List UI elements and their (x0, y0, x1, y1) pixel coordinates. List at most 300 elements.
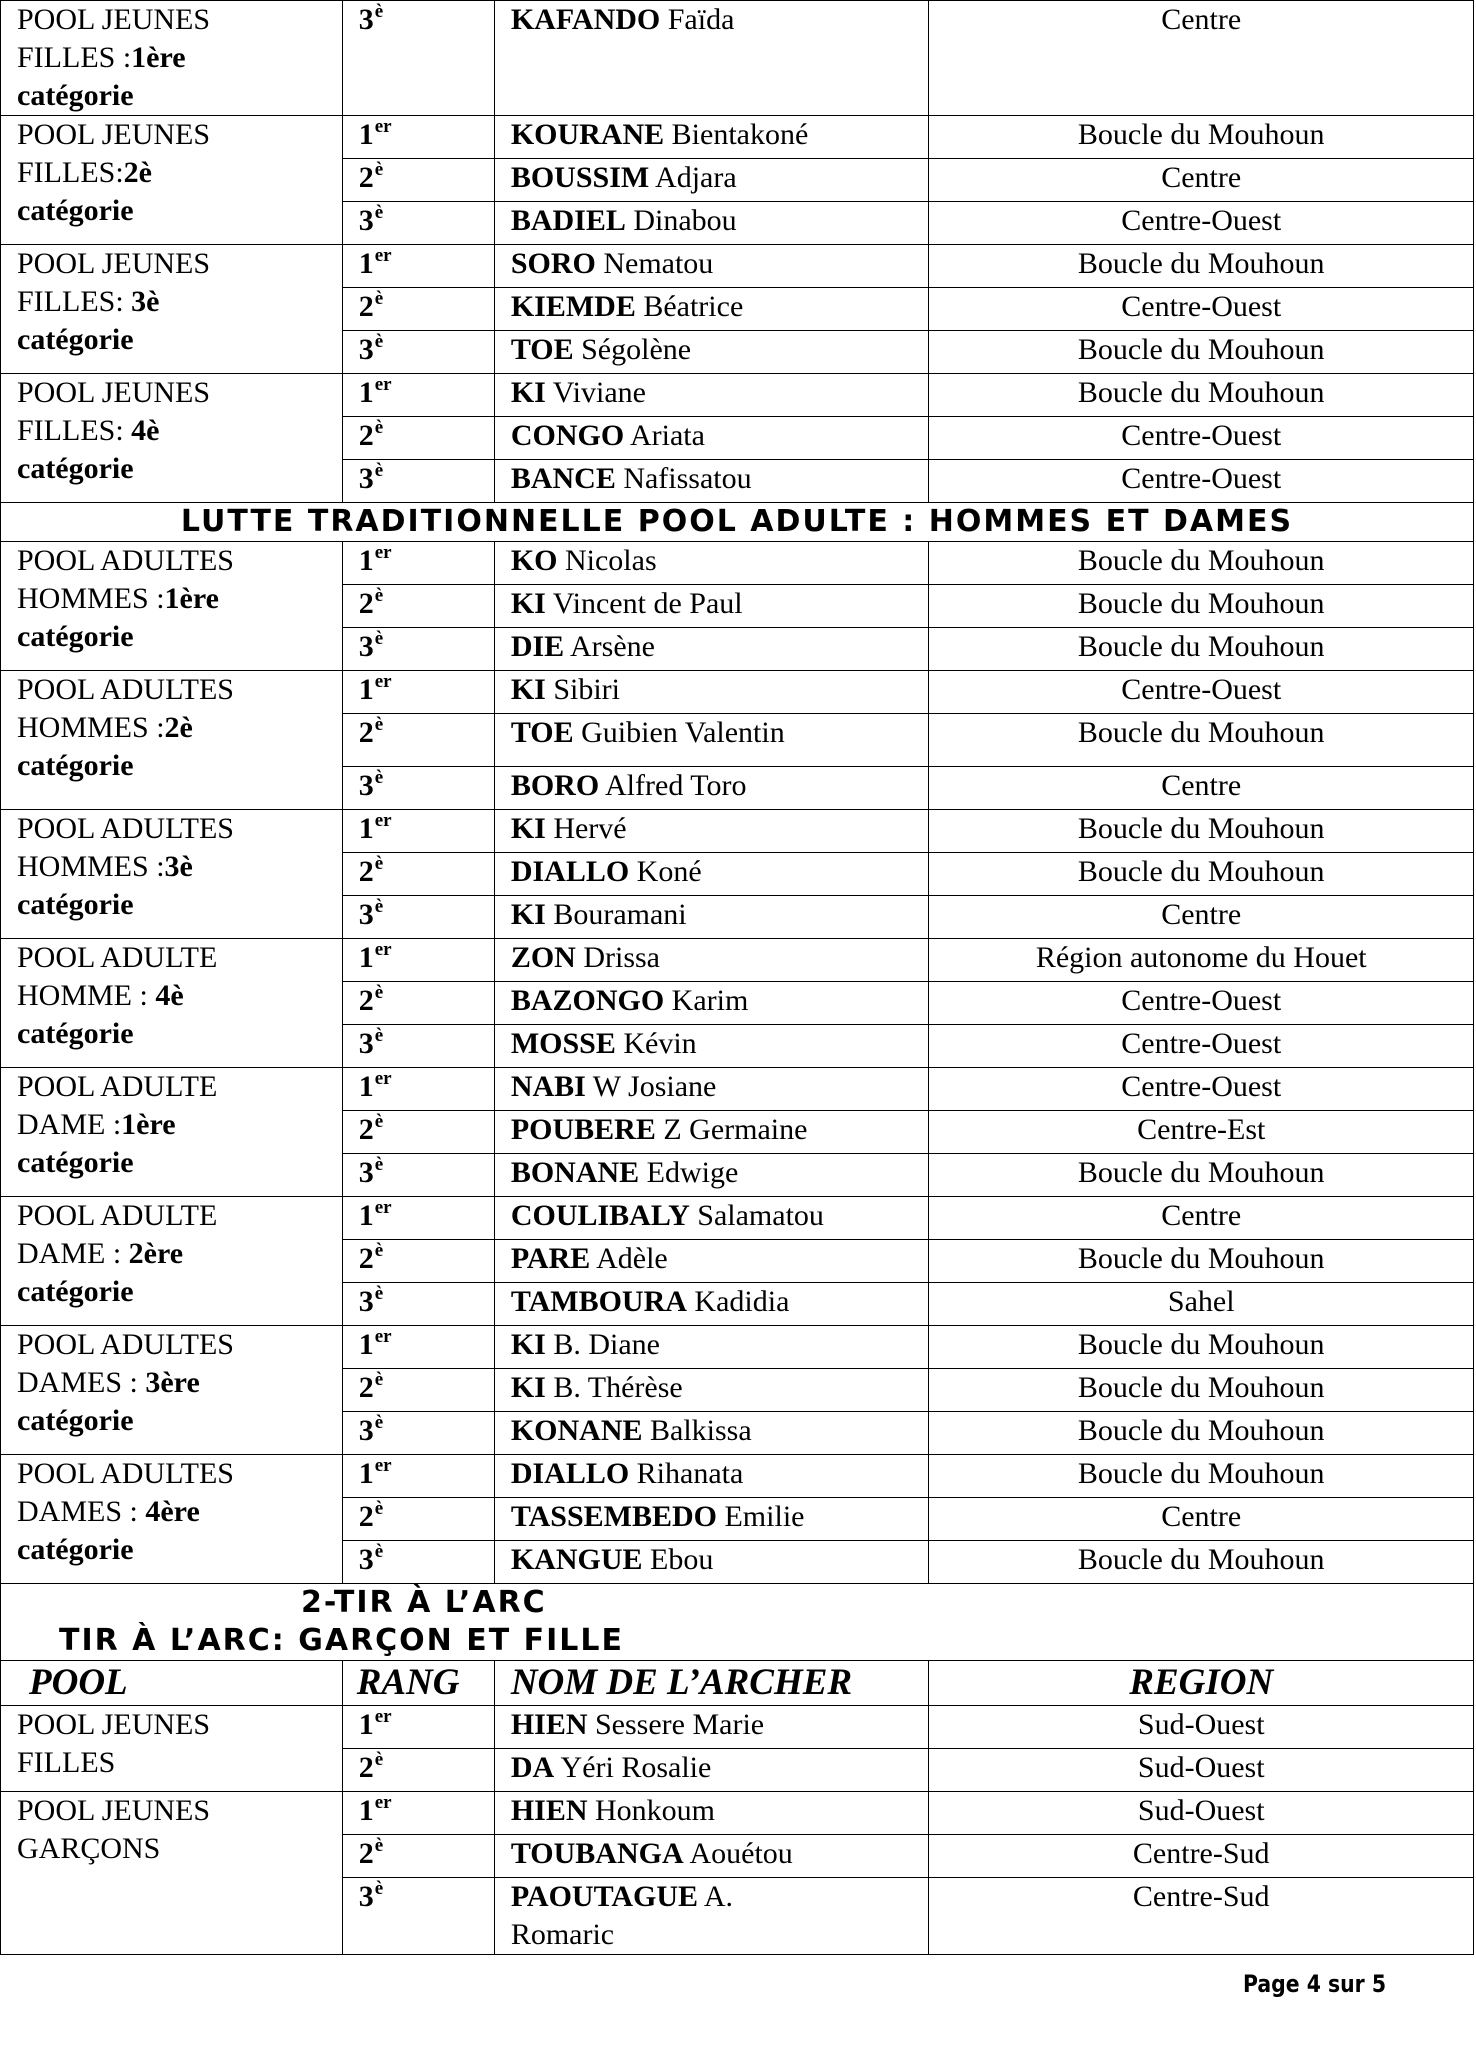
name-cell (494, 1, 929, 116)
rank-cell (342, 331, 494, 374)
rank-suffix: è (374, 982, 384, 1003)
name-cell (494, 939, 929, 982)
name-cell (494, 1240, 929, 1283)
pool-cell: POOL ADULTES HOMMES :3è catégorie (1, 810, 343, 939)
region-cell: Centre (929, 1498, 1474, 1541)
rank-suffix: er (374, 245, 392, 266)
last-name: KI (510, 1328, 546, 1361)
last-name: DA (510, 1751, 555, 1784)
rank-number: 2 (358, 984, 374, 1017)
region-cell: Boucle du Mouhoun (929, 714, 1474, 767)
region-cell: Centre-Ouest (929, 1068, 1474, 1111)
first-name: Adjara (649, 161, 737, 194)
first-name: A. Romaric (510, 1880, 734, 1951)
region-cell: Boucle du Mouhoun (929, 245, 1474, 288)
pool-cell: POOL ADULTES DAMES : 4ère catégorie (1, 1455, 343, 1584)
rank-number: 3 (358, 462, 374, 495)
rank-number: 2 (358, 1500, 374, 1533)
last-name: ZON (510, 941, 576, 974)
last-name: KI (510, 673, 546, 706)
first-name: Drissa (575, 941, 660, 974)
name-cell (494, 245, 929, 288)
first-name: Sessere Marie (587, 1708, 765, 1741)
rank-suffix: è (374, 1, 384, 22)
region-cell: Boucle du Mouhoun (929, 331, 1474, 374)
region-cell: Boucle du Mouhoun (929, 628, 1474, 671)
rank-suffix: er (374, 1706, 392, 1727)
rank-cell (342, 585, 494, 628)
page-number: Page 4 sur 5 (1243, 1970, 1387, 1998)
first-name: Z Germaine (655, 1113, 808, 1146)
pool-cell: POOL ADULTE DAME : 2ère catégorie (1, 1197, 343, 1326)
first-name: W Josiane (585, 1070, 717, 1103)
first-name: Honkoum (587, 1794, 715, 1827)
rank-number: 2 (358, 1837, 374, 1870)
section-title-lutte: LUTTE TRADITIONNELLE POOL ADULTE : HOMMES ET DAMES (1, 503, 1474, 542)
region-cell: Centre-Ouest (929, 202, 1474, 245)
rank-number: 3 (358, 630, 374, 663)
pool-cell: POOL JEUNES FILLES:2è catégorie (1, 116, 343, 245)
last-name: KI (510, 587, 546, 620)
pool-cell: POOL JEUNES GARÇONS (1, 1792, 343, 1955)
rank-suffix: è (374, 1240, 384, 1261)
last-name: KO (510, 544, 558, 577)
pool-cell: POOL JEUNES FILLES: 3è catégorie (1, 245, 343, 374)
name-cell (494, 202, 929, 245)
last-name: TAMBOURA (510, 1285, 687, 1318)
table-row (1, 939, 1474, 982)
table-row (1, 810, 1474, 853)
last-name: BANCE (510, 462, 616, 495)
rank-number: 3 (358, 3, 374, 36)
first-name: Kadidia (686, 1285, 790, 1318)
region-cell: Centre (929, 1, 1474, 116)
rank-cell (342, 767, 494, 810)
first-name: Emilie (716, 1500, 805, 1533)
region-cell: Boucle du Mouhoun (929, 1369, 1474, 1412)
region-cell: Centre-Ouest (929, 982, 1474, 1025)
table-row (1, 542, 1474, 585)
rank-suffix: è (374, 628, 384, 649)
region-cell: Centre-Ouest (929, 460, 1474, 503)
rank-suffix: er (374, 1455, 392, 1476)
rank-suffix: è (374, 417, 384, 438)
region-cell: Centre (929, 767, 1474, 810)
table-row (1, 1792, 1474, 1835)
rank-cell (342, 460, 494, 503)
first-name: B. Diane (545, 1328, 660, 1361)
name-cell (494, 1111, 929, 1154)
name-cell (494, 767, 929, 810)
last-name: COULIBALY (510, 1199, 690, 1232)
last-name: KI (510, 898, 546, 931)
rank-number: 3 (358, 769, 374, 802)
rank-number: 1 (358, 544, 374, 577)
rank-number: 2 (358, 290, 374, 323)
rank-suffix: è (374, 1498, 384, 1519)
rank-cell (342, 982, 494, 1025)
rank-cell (342, 1835, 494, 1878)
rank-suffix: è (374, 288, 384, 309)
rank-number: 1 (358, 812, 374, 845)
rank-cell (342, 542, 494, 585)
region-cell: Boucle du Mouhoun (929, 1240, 1474, 1283)
rank-cell (342, 1792, 494, 1835)
last-name: KI (510, 376, 546, 409)
region-cell: Boucle du Mouhoun (929, 853, 1474, 896)
name-cell (494, 1749, 929, 1792)
rank-cell (342, 896, 494, 939)
rank-cell (342, 1240, 494, 1283)
rank-suffix: è (374, 202, 384, 223)
region-cell: Boucle du Mouhoun (929, 1326, 1474, 1369)
first-name: Bouramani (545, 898, 687, 931)
rank-cell (342, 1369, 494, 1412)
last-name: KAFANDO (510, 3, 661, 36)
rank-cell (342, 1455, 494, 1498)
last-name: BAZONGO (510, 984, 665, 1017)
table-row (1, 1197, 1474, 1240)
name-cell (494, 1792, 929, 1835)
pool-cell: POOL JEUNES FILLES :1ère catégorie (1, 1, 343, 116)
rank-cell (342, 1154, 494, 1197)
pool-cell: POOL ADULTE DAME :1ère catégorie (1, 1068, 343, 1197)
pool-cell: POOL JEUNES FILLES (1, 1706, 343, 1792)
region-cell: Boucle du Mouhoun (929, 374, 1474, 417)
first-name: Dinabou (625, 204, 737, 237)
rank-cell (342, 374, 494, 417)
rank-number: 3 (358, 204, 374, 237)
name-cell (494, 1326, 929, 1369)
table-row (1, 671, 1474, 714)
last-name: TOE (510, 333, 574, 366)
pool-cell: POOL ADULTES HOMMES :1ère catégorie (1, 542, 343, 671)
name-cell (494, 1541, 929, 1584)
rank-cell (342, 1706, 494, 1749)
last-name: KI (510, 812, 546, 845)
table-row (1, 116, 1474, 159)
rank-suffix: er (374, 1068, 392, 1089)
first-name: Kévin (615, 1027, 697, 1060)
last-name: BOUSSIM (510, 161, 650, 194)
section-lutte (1, 503, 1474, 542)
rank-number: 2 (358, 1371, 374, 1404)
region-cell: Centre-Sud (929, 1878, 1474, 1955)
name-cell (494, 417, 929, 460)
first-name: Arsène (564, 630, 655, 663)
rank-suffix: er (374, 671, 392, 692)
rank-cell (342, 202, 494, 245)
name-cell (494, 1283, 929, 1326)
last-name: KI (510, 1371, 546, 1404)
region-cell: Centre-Est (929, 1111, 1474, 1154)
rank-cell (342, 245, 494, 288)
rank-cell (342, 1498, 494, 1541)
rank-suffix: è (374, 1749, 384, 1770)
region-cell: Centre (929, 1197, 1474, 1240)
section-title-tir: 2-TIR À L’ARC (1, 1584, 1474, 1623)
table-row (1, 1706, 1474, 1749)
name-cell (494, 1455, 929, 1498)
first-name: Ebou (642, 1543, 714, 1576)
region-cell: Centre-Ouest (929, 288, 1474, 331)
rank-suffix: è (374, 1835, 384, 1856)
name-cell (494, 1154, 929, 1197)
last-name: CONGO (510, 419, 625, 452)
rank-suffix: è (374, 1369, 384, 1390)
rank-suffix: è (374, 1412, 384, 1433)
region-cell: Boucle du Mouhoun (929, 1412, 1474, 1455)
rank-suffix: è (374, 460, 384, 481)
rank-cell (342, 159, 494, 202)
rank-suffix: è (374, 1111, 384, 1132)
last-name: DIALLO (510, 1457, 630, 1490)
name-cell (494, 982, 929, 1025)
name-cell (494, 853, 929, 896)
rank-cell (342, 116, 494, 159)
region-cell: Sud-Ouest (929, 1792, 1474, 1835)
first-name: Vincent de Paul (545, 587, 743, 620)
table-row (1, 1455, 1474, 1498)
first-name: Edwige (639, 1156, 739, 1189)
first-name: Ariata (624, 419, 705, 452)
rank-number: 1 (358, 1457, 374, 1490)
rank-suffix: è (374, 1878, 384, 1899)
name-cell (494, 460, 929, 503)
rank-suffix: è (374, 331, 384, 352)
rank-cell (342, 1326, 494, 1369)
name-cell (494, 1878, 929, 1955)
rank-suffix: er (374, 542, 392, 563)
name-cell (494, 671, 929, 714)
rank-suffix: è (374, 714, 384, 735)
rank-number: 1 (358, 673, 374, 706)
adult-results (1, 542, 1474, 1584)
region-cell: Sud-Ouest (929, 1749, 1474, 1792)
name-cell (494, 585, 929, 628)
name-cell (494, 1025, 929, 1068)
first-name: Ségolène (573, 333, 692, 366)
first-name: Karim (664, 984, 749, 1017)
first-name: Sibiri (545, 673, 621, 706)
first-name: B. Thérèse (545, 1371, 683, 1404)
name-cell (494, 116, 929, 159)
rank-cell (342, 714, 494, 767)
name-cell (494, 1412, 929, 1455)
last-name: KANGUE (510, 1543, 643, 1576)
first-name: Nicolas (557, 544, 657, 577)
pool-cell: POOL JEUNES FILLES: 4è catégorie (1, 374, 343, 503)
rank-number: 1 (358, 1794, 374, 1827)
last-name: DIE (510, 630, 565, 663)
first-name: Nafissatou (615, 462, 752, 495)
rank-number: 1 (358, 1328, 374, 1361)
region-cell: Sahel (929, 1283, 1474, 1326)
name-cell (494, 1068, 929, 1111)
region-cell: Centre-Ouest (929, 1025, 1474, 1068)
rank-number: 3 (358, 1285, 374, 1318)
region-cell: Centre-Ouest (929, 671, 1474, 714)
name-cell (494, 896, 929, 939)
pool-cell: POOL ADULTES HOMMES :2è catégorie (1, 671, 343, 810)
rank-number: 1 (358, 941, 374, 974)
rank-cell (342, 1749, 494, 1792)
rank-cell (342, 1, 494, 116)
name-cell (494, 542, 929, 585)
first-name: Viviane (545, 376, 646, 409)
rank-number: 1 (358, 247, 374, 280)
rank-number: 2 (358, 716, 374, 749)
rank-cell (342, 1541, 494, 1584)
rank-cell (342, 671, 494, 714)
region-cell: Centre-Sud (929, 1835, 1474, 1878)
rank-suffix: è (374, 767, 384, 788)
region-cell: Boucle du Mouhoun (929, 1455, 1474, 1498)
rank-cell (342, 417, 494, 460)
region-cell: Centre (929, 159, 1474, 202)
first-name: Nematou (595, 247, 714, 280)
table-row (1, 1, 1474, 116)
rank-number: 1 (358, 118, 374, 151)
rank-number: 2 (358, 1242, 374, 1275)
name-cell (494, 374, 929, 417)
rank-number: 3 (358, 1880, 374, 1913)
rank-cell (342, 288, 494, 331)
rank-suffix: er (374, 374, 392, 395)
last-name: BORO (510, 769, 600, 802)
rank-number: 2 (358, 1751, 374, 1784)
name-cell (494, 1197, 929, 1240)
rank-cell (342, 1878, 494, 1955)
rank-suffix: er (374, 939, 392, 960)
last-name: TOE (510, 716, 574, 749)
rank-number: 1 (358, 1199, 374, 1232)
last-name: BONANE (510, 1156, 640, 1189)
last-name: MOSSE (510, 1027, 616, 1060)
rank-number: 3 (358, 1027, 374, 1060)
name-cell (494, 288, 929, 331)
region-cell: Boucle du Mouhoun (929, 810, 1474, 853)
header-pool: POOL (1, 1661, 343, 1706)
rank-number: 2 (358, 855, 374, 888)
last-name: KONANE (510, 1414, 643, 1447)
rank-suffix: è (374, 1283, 384, 1304)
last-name: TOUBANGA (510, 1837, 684, 1870)
table-row (1, 1068, 1474, 1111)
rank-number: 3 (358, 898, 374, 931)
table-row (1, 374, 1474, 417)
first-name: Alfred Toro (599, 769, 747, 802)
rank-number: 2 (358, 1113, 374, 1146)
last-name: DIALLO (510, 855, 630, 888)
region-cell: Centre (929, 896, 1474, 939)
rank-number: 2 (358, 419, 374, 452)
last-name: HIEN (510, 1794, 588, 1827)
name-cell (494, 159, 929, 202)
rank-cell (342, 939, 494, 982)
rank-suffix: è (374, 159, 384, 180)
header-region: REGION (929, 1661, 1474, 1706)
name-cell (494, 1498, 929, 1541)
rank-cell (342, 1283, 494, 1326)
rank-suffix: è (374, 896, 384, 917)
rank-suffix: è (374, 1541, 384, 1562)
first-name: Hervé (545, 812, 627, 845)
table-row (1, 245, 1474, 288)
rank-number: 2 (358, 161, 374, 194)
name-cell (494, 1706, 929, 1749)
region-cell: Centre-Ouest (929, 417, 1474, 460)
rank-number: 3 (358, 1543, 374, 1576)
rank-cell (342, 628, 494, 671)
rank-suffix: er (374, 1197, 392, 1218)
first-name: Faïda (660, 3, 735, 36)
last-name: TASSEMBEDO (510, 1500, 717, 1533)
table-header-row (1, 1661, 1474, 1706)
rank-suffix: è (374, 1154, 384, 1175)
last-name: SORO (510, 247, 596, 280)
last-name: BADIEL (510, 204, 626, 237)
table-row (1, 1326, 1474, 1369)
last-name: KIEMDE (510, 290, 636, 323)
rank-suffix: er (374, 1326, 392, 1347)
rank-suffix: è (374, 585, 384, 606)
rank-suffix: er (374, 116, 392, 137)
rank-suffix: è (374, 853, 384, 874)
name-cell (494, 1835, 929, 1878)
section-subtitle-tir: TIR À L’ARC: GARÇON ET FILLE (1, 1622, 1474, 1661)
rank-number: 3 (358, 333, 374, 366)
section-tir (1, 1584, 1474, 1706)
first-name: Rihanata (629, 1457, 744, 1490)
region-cell: Boucle du Mouhoun (929, 1154, 1474, 1197)
first-name: Aouétou (683, 1837, 793, 1870)
archery-results (1, 1706, 1474, 1955)
rank-number: 3 (358, 1414, 374, 1447)
region-cell: Boucle du Mouhoun (929, 116, 1474, 159)
pool-cell: POOL ADULTE HOMME : 4è catégorie (1, 939, 343, 1068)
rank-number: 1 (358, 1708, 374, 1741)
region-cell: Boucle du Mouhoun (929, 585, 1474, 628)
first-name: Béatrice (635, 290, 744, 323)
first-name: Balkissa (642, 1414, 752, 1447)
first-name: Koné (629, 855, 702, 888)
rank-cell (342, 1197, 494, 1240)
header-nom: NOM DE L’ARCHER (494, 1661, 929, 1706)
region-cell: Sud-Ouest (929, 1706, 1474, 1749)
name-cell (494, 810, 929, 853)
rank-cell (342, 853, 494, 896)
last-name: NABI (510, 1070, 586, 1103)
region-cell: Boucle du Mouhoun (929, 1541, 1474, 1584)
rank-number: 2 (358, 587, 374, 620)
first-name: Guibien Valentin (573, 716, 785, 749)
name-cell (494, 1369, 929, 1412)
rank-cell (342, 1025, 494, 1068)
young-girls-results (1, 1, 1474, 503)
name-cell (494, 714, 929, 767)
region-cell: Boucle du Mouhoun (929, 542, 1474, 585)
rank-cell (342, 1412, 494, 1455)
rank-cell (342, 810, 494, 853)
pool-cell: POOL ADULTES DAMES : 3ère catégorie (1, 1326, 343, 1455)
name-cell (494, 331, 929, 374)
rank-number: 1 (358, 1070, 374, 1103)
last-name: PAOUTAGUE (510, 1880, 699, 1913)
rank-suffix: er (374, 1792, 392, 1813)
rank-cell (342, 1068, 494, 1111)
first-name: Salamatou (689, 1199, 824, 1232)
